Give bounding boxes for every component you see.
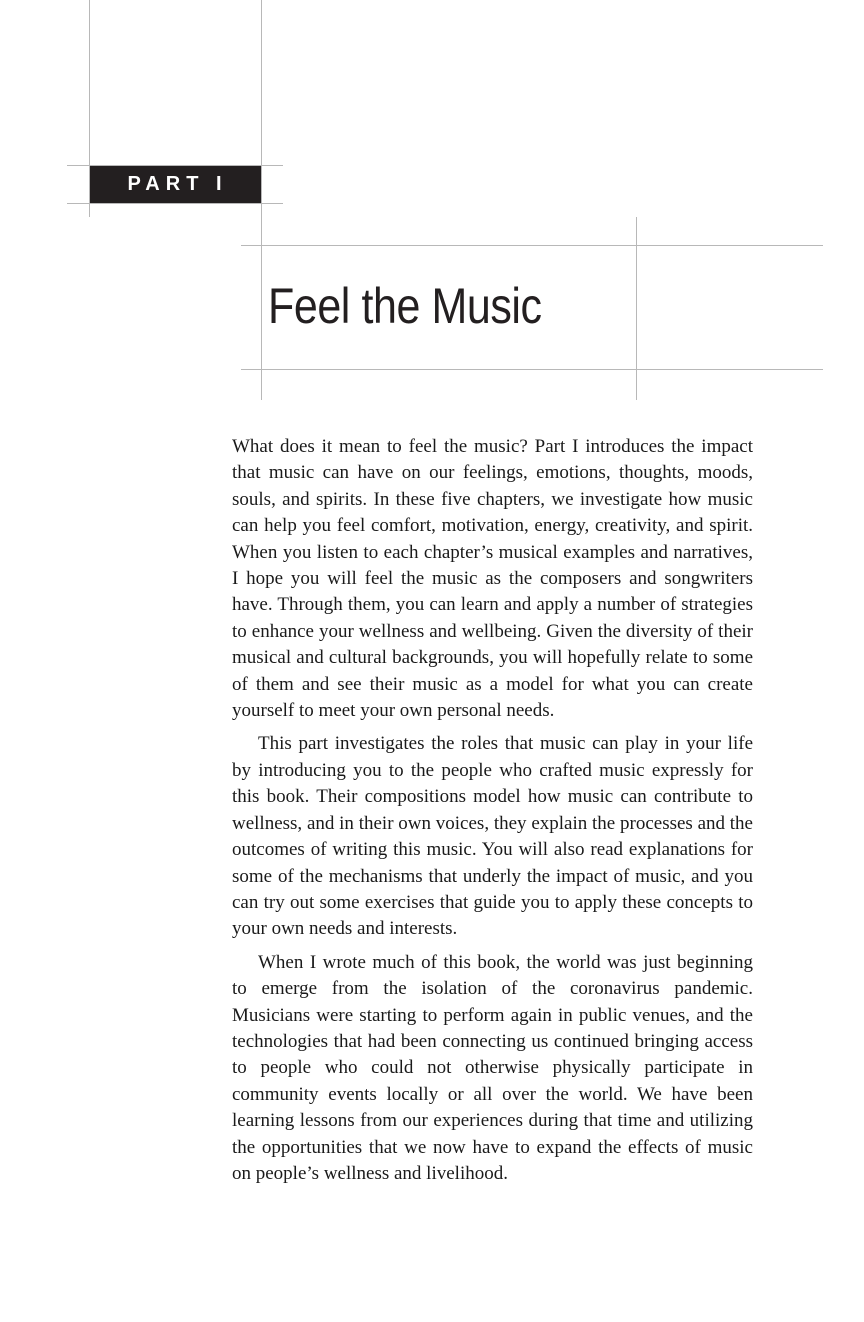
title-rule-top [241,245,823,246]
title-rule-bottom [241,369,823,370]
part-rule-right [261,0,262,217]
part-rule-bottom [67,203,283,204]
part-label: PART I [90,166,261,203]
paragraph: This part investigates the roles that music can play in your life by introducing you to the people who crafted music expressly for this book. Their compositions model how music can contribute to wellness, and in their own voices, they explain the processes and the outcomes of writing this music. You will also read explanations for some of the mechanisms that underly the impact of music, and you can try out some exercises that guide you to apply these concepts to your own needs and interests. [232,733,753,940]
paragraph: When I wrote much of this book, the world was just beginning to emerge from the isolation of the coronavirus pandemic. Musicians were starting to perform again in public venues, and the technologies that had been connecting us continued bringing access to people who could not otherwise physically participate in community events locally or all over the world. We have been learning lessons from our experiences during that time and utilizing the opportunities that we now have to expand the effects of music on people’s wellness and livelihood. [232,951,753,1184]
paragraph: What does it mean to feel the music? Part I introduces the impact that music can have on our feelings, emotions, thoughts, moods, souls, and spirits. In these five chapters, we investigate how music can help you feel comfort, motivation, energy, creativity, and spirit. When you listen to each chapter’s musical examples and narratives, I hope you will feel the music as the composers and songwriters have. Through them, you can learn and apply a number of strategies to enhance your wellness and wellbeing. Given the diversity of their musical and cultural backgrounds, you will hopefully relate to some of them and see their music as a model for what you can create yourself to meet your own personal needs. [232,436,753,722]
chapter-title: Feel the Music [268,278,542,334]
body-text [232,434,753,1194]
